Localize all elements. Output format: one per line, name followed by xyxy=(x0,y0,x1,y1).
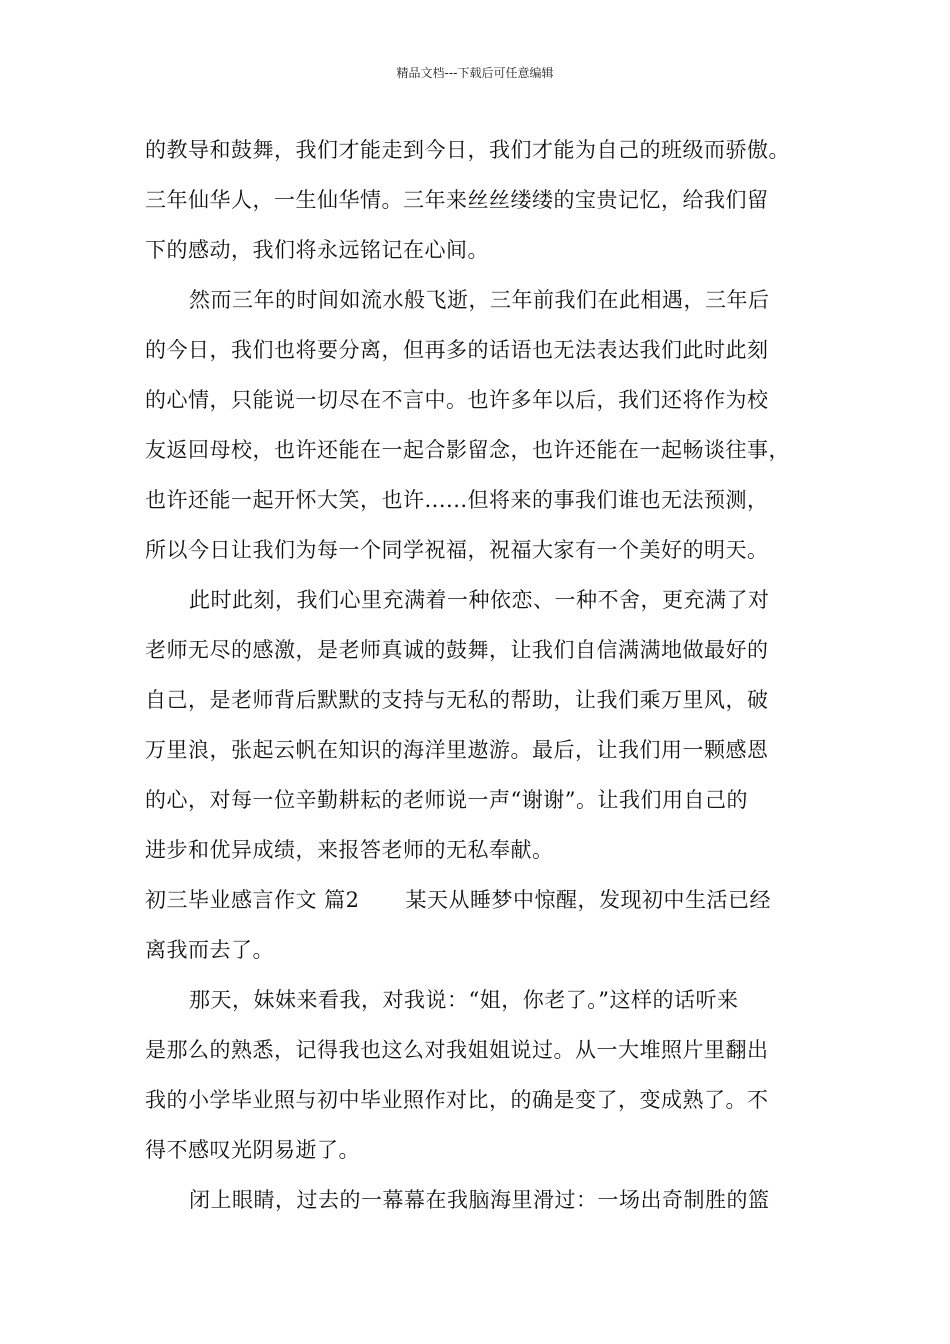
paragraph-start-line: 闭上眼睛，过去的一幕幕在我脑海里滑过：一场出奇制胜的篮 xyxy=(189,1188,770,1212)
text-line: 所以今日让我们为每一个同学祝福，祝福大家有一个美好的明天。 xyxy=(145,538,769,562)
text-line: 也许还能一起开怀大笑，也许......但将来的事我们谁也无法预测， xyxy=(145,488,769,512)
paragraph-start-line: 此时此刻，我们心里充满着一种依恋、一种不舍，更充满了对 xyxy=(189,588,770,612)
text-line: 的教导和鼓舞，我们才能走到今日，我们才能为自己的班级而骄傲。 xyxy=(145,138,790,162)
text-line: 是那么的熟悉，记得我也这么对我姐姐说过。从一大堆照片里翻出 xyxy=(145,1038,769,1062)
text-line: 下的感动，我们将永远铭记在心间。 xyxy=(145,238,489,262)
text-line: 万里浪，张起云帆在知识的海洋里遨游。最后，让我们用一颗感恩 xyxy=(145,738,769,762)
essay-title: 初三毕业感言作文 篇2 xyxy=(145,888,360,912)
essay-title-line xyxy=(145,875,815,925)
text-line: 我的小学毕业照与初中毕业照作对比，的确是变了，变成熟了。不 xyxy=(145,1088,769,1112)
text-line: 的心情，只能说一切尽在不言中。也许多年以后，我们还将作为校 xyxy=(145,388,769,412)
essay-first-sentence: 某天从睡梦中惊醒，发现初中生活已经 xyxy=(405,888,772,912)
paragraph-start-line: 那天，妹妹来看我，对我说：“姐，你老了。”这样的话听来 xyxy=(189,988,739,1012)
text-line: 的今日，我们也将要分离，但再多的话语也无法表达我们此时此刻 xyxy=(145,338,769,362)
paragraph-start-line: 然而三年的时间如流水般飞逝，三年前我们在此相遇，三年后 xyxy=(189,288,770,312)
text-line: 的心，对每一位辛勤耕耘的老师说一声“谢谢”。让我们用自己的 xyxy=(145,788,748,812)
text-line: 自己，是老师背后默默的支持与无私的帮助，让我们乘万里风，破 xyxy=(145,688,769,712)
document-body xyxy=(145,125,815,1225)
text-line: 得不感叹光阴易逝了。 xyxy=(145,1138,360,1162)
text-line: 进步和优异成绩，来报答老师的无私奉献。 xyxy=(145,838,554,862)
page-header: 精品文档---下载后可任意编辑 xyxy=(396,66,554,80)
text-line: 离我而去了。 xyxy=(145,938,274,962)
text-line: 三年仙华人，一生仙华情。三年来丝丝缕缕的宝贵记忆，给我们留 xyxy=(145,188,769,212)
text-line: 友返回母校，也许还能在一起合影留念，也许还能在一起畅谈往事， xyxy=(145,438,790,462)
text-line: 老师无尽的感激，是老师真诚的鼓舞，让我们自信满满地做最好的 xyxy=(145,638,769,662)
